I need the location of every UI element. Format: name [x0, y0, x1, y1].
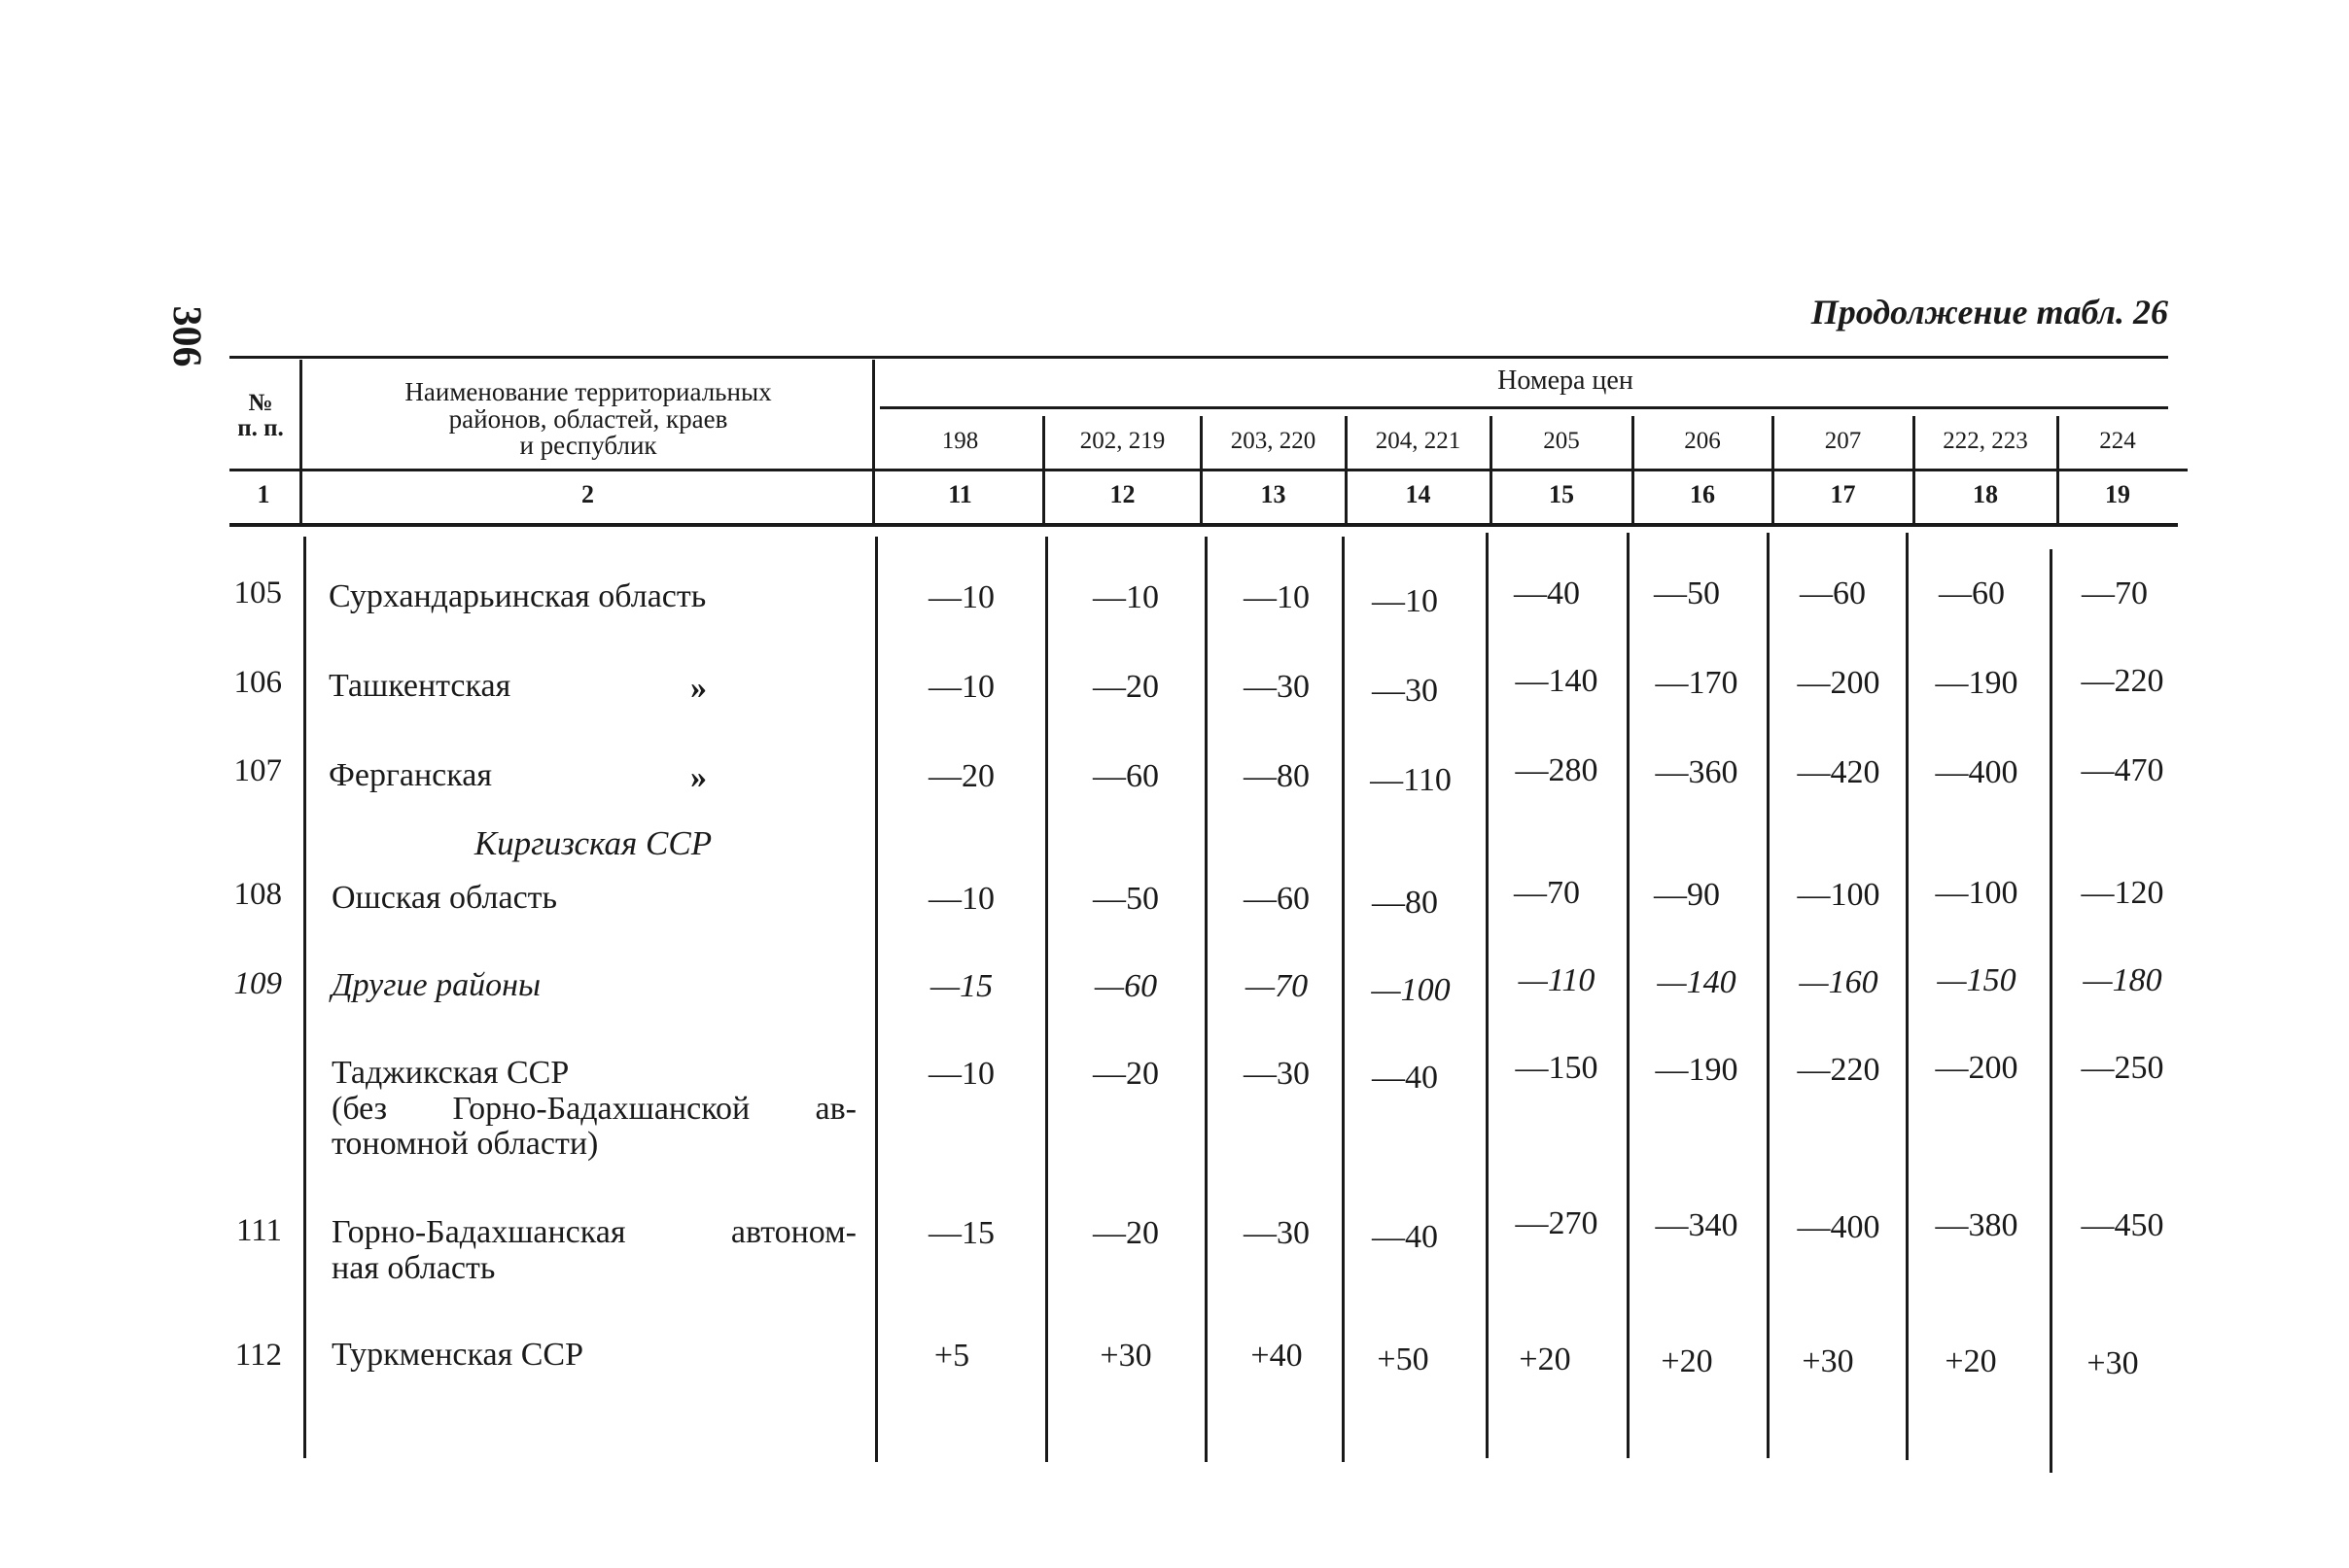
- row-value: —70: [1514, 875, 1580, 911]
- price-col-header: 207: [1824, 428, 1862, 454]
- row-value: —10: [929, 1056, 995, 1092]
- row-name: Сурхандарьинская область: [329, 578, 707, 614]
- row-value: —50: [1654, 575, 1720, 611]
- row-value: —270: [1515, 1205, 1598, 1241]
- header-divider-6: [1490, 416, 1492, 527]
- row-value: —20: [1093, 1215, 1159, 1251]
- header-divider-10: [2056, 416, 2059, 527]
- header-divider-2: [872, 360, 875, 527]
- row-value: —100: [1797, 877, 1880, 913]
- section-title: Киргизская ССР: [473, 824, 713, 862]
- row-value: —40: [1514, 575, 1580, 611]
- row-value: —220: [1797, 1052, 1880, 1088]
- colnum-bottom-rule: [229, 523, 2178, 527]
- body-divider-1: [303, 537, 306, 1458]
- row-number: 108: [233, 877, 282, 912]
- row-value: —150: [1937, 962, 2016, 998]
- header-divider-8: [1771, 416, 1774, 527]
- row-number: 111: [235, 1213, 282, 1248]
- col-number: 17: [1830, 480, 1856, 508]
- row-value: —60: [1800, 575, 1866, 611]
- row-value: —180: [2083, 962, 2162, 998]
- row-value: —30: [1244, 1056, 1310, 1092]
- row-value: —140: [1657, 964, 1736, 1000]
- col-number: 13: [1260, 480, 1286, 508]
- num-col-header: № п. п.: [237, 390, 284, 441]
- body-divider-10: [2050, 549, 2052, 1473]
- row-value: —140: [1515, 663, 1598, 699]
- row-value: —20: [1093, 669, 1159, 705]
- row-value: —170: [1655, 665, 1738, 701]
- ditto-mark: »: [690, 670, 707, 706]
- body-divider-9: [1906, 533, 1909, 1460]
- col-number: 14: [1405, 480, 1431, 508]
- col-number: 19: [2105, 480, 2130, 508]
- col-number: 15: [1549, 480, 1574, 508]
- price-col-header: 206: [1684, 428, 1721, 454]
- row-value: —40: [1372, 1060, 1438, 1096]
- row-value: —80: [1372, 885, 1438, 921]
- row-value: —150: [1515, 1050, 1598, 1086]
- row-value: —40: [1372, 1219, 1438, 1255]
- row-value: —30: [1244, 1215, 1310, 1251]
- row-value: —60: [1093, 758, 1159, 794]
- row-value: —15: [929, 968, 994, 1004]
- ditto-mark: »: [690, 759, 707, 795]
- row-value: —10: [929, 881, 995, 917]
- row-value: —340: [1655, 1207, 1738, 1243]
- row-value: —200: [1797, 665, 1880, 701]
- row-value: —50: [1093, 881, 1159, 917]
- row-value: —10: [929, 669, 995, 705]
- header-divider-7: [1631, 416, 1634, 527]
- row-value: +5: [933, 1338, 970, 1374]
- col-number: 1: [257, 480, 270, 508]
- prices-title-rule: [880, 406, 2168, 409]
- row-value: —280: [1515, 752, 1598, 788]
- row-value: —90: [1654, 877, 1720, 913]
- body-divider-7: [1627, 533, 1630, 1458]
- row-number: 109: [233, 966, 282, 1001]
- row-value: —190: [1655, 1052, 1738, 1088]
- row-value: —70: [2082, 575, 2148, 611]
- row-value: —80: [1244, 758, 1310, 794]
- row-value: —60: [1939, 575, 2005, 611]
- row-value: —380: [1935, 1207, 2018, 1243]
- row-value: —220: [2081, 663, 2164, 699]
- row-value: +30: [1100, 1338, 1152, 1374]
- row-name: Ташкентская: [329, 668, 511, 704]
- row-value: —20: [929, 758, 995, 794]
- price-col-header: 204, 221: [1375, 428, 1461, 454]
- row-value: —10: [1244, 579, 1310, 615]
- body-divider-3: [1045, 537, 1048, 1462]
- prices-title: Номера цен: [1497, 366, 1633, 396]
- row-value: +20: [1519, 1342, 1571, 1377]
- row-name: Другие районы: [332, 967, 542, 1003]
- row-value: —20: [1093, 1056, 1159, 1092]
- row-number: 106: [233, 665, 282, 700]
- header-divider-1: [299, 360, 302, 527]
- name-col-header: Наименование территориальных районов, областей, краев и республик: [404, 377, 772, 461]
- row-value: —160: [1799, 964, 1878, 1000]
- row-value: —10: [1372, 583, 1438, 619]
- table-caption: Продолжение табл. 26: [1810, 293, 2168, 331]
- col-number: 16: [1690, 480, 1715, 508]
- row-value: —30: [1244, 669, 1310, 705]
- page-number: 306: [163, 305, 209, 367]
- row-name: Таджикская ССР (без Горно-Бадахшанской ав- тономной области): [332, 1055, 857, 1163]
- row-value: —420: [1797, 754, 1880, 790]
- row-value: +20: [1661, 1343, 1713, 1379]
- row-name: Горно-Бадахшанская автоном- ная область: [332, 1214, 857, 1286]
- header-divider-3: [1042, 416, 1045, 527]
- row-value: —60: [1094, 968, 1158, 1004]
- row-value: —10: [929, 579, 995, 615]
- row-value: —70: [1245, 968, 1309, 1004]
- price-col-header: 222, 223: [1943, 428, 2028, 454]
- header-divider-4: [1200, 416, 1203, 527]
- price-col-header: 224: [2099, 428, 2136, 454]
- row-value: +40: [1250, 1338, 1303, 1374]
- body-divider-8: [1767, 533, 1770, 1458]
- col-number: 2: [581, 480, 594, 508]
- row-number: 107: [233, 753, 282, 788]
- row-value: —470: [2081, 752, 2164, 788]
- body-divider-4: [1205, 537, 1208, 1462]
- row-value: —120: [2081, 875, 2164, 911]
- price-col-header: 205: [1543, 428, 1580, 454]
- row-name: Ферганская: [329, 757, 493, 793]
- row-value: —30: [1372, 673, 1438, 709]
- row-value: —10: [1093, 579, 1159, 615]
- header-bottom-rule: [229, 469, 2188, 471]
- row-value: —100: [1371, 972, 1451, 1008]
- row-value: —60: [1244, 881, 1310, 917]
- row-value: +20: [1945, 1343, 1997, 1379]
- body-divider-6: [1486, 533, 1489, 1458]
- row-value: —200: [1935, 1050, 2018, 1086]
- price-col-header: 203, 220: [1230, 428, 1316, 454]
- top-rule: [229, 356, 2168, 359]
- price-col-header: 202, 219: [1079, 428, 1166, 454]
- col-number: 18: [1973, 480, 1998, 508]
- header-divider-9: [1912, 416, 1915, 527]
- col-number: 12: [1109, 480, 1136, 508]
- row-value: +30: [1802, 1343, 1854, 1379]
- header-divider-5: [1345, 416, 1348, 527]
- row-name: Ошская область: [332, 880, 558, 916]
- price-col-header: 198: [941, 428, 979, 454]
- row-name: Туркменская ССР: [332, 1337, 583, 1373]
- row-value: —190: [1935, 665, 2018, 701]
- row-value: —15: [929, 1215, 995, 1251]
- col-number: 11: [948, 480, 972, 508]
- row-number: 112: [234, 1338, 282, 1373]
- body-divider-2: [875, 537, 878, 1462]
- row-value: —400: [1797, 1209, 1880, 1245]
- row-value: +50: [1377, 1342, 1429, 1377]
- row-value: —250: [2081, 1050, 2164, 1086]
- row-number: 105: [233, 575, 282, 610]
- row-value: —360: [1655, 754, 1738, 790]
- row-value: —100: [1935, 875, 2018, 911]
- row-value: —110: [1370, 762, 1452, 798]
- row-value: —110: [1518, 962, 1595, 998]
- row-value: —450: [2081, 1207, 2164, 1243]
- row-value: +30: [2086, 1345, 2139, 1381]
- row-value: —400: [1935, 754, 2018, 790]
